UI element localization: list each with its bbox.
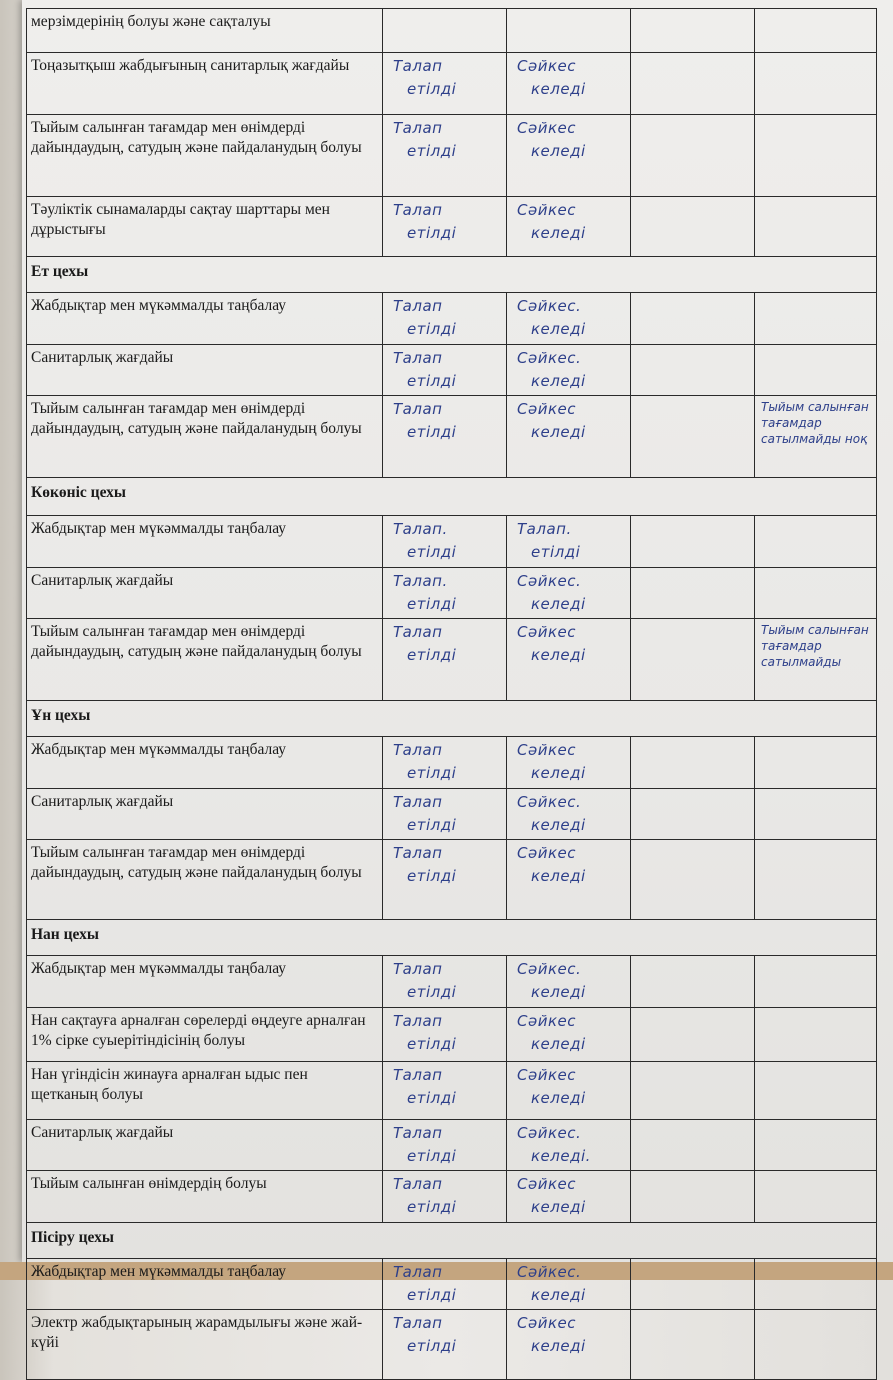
criterion-label: Санитарлық жағдайы: [27, 344, 383, 396]
handwritten-note: [755, 115, 877, 197]
empty-cell: [631, 956, 755, 1008]
handwritten-result: Сәйкес. келеді: [507, 1258, 631, 1310]
handwritten-result: [507, 9, 631, 53]
table-row: [27, 1310, 877, 1380]
handwritten-requirement: Талап етілді: [383, 1258, 507, 1310]
handwritten-note: [755, 788, 877, 840]
criterion-label: Санитарлық жағдайы: [27, 1119, 383, 1171]
empty-cell: [631, 293, 755, 345]
handwritten-result: Сәйкес келеді: [507, 619, 631, 701]
criterion-label: Тыйым салынған тағамдар мен өнімдерді дайындаудың, сатудың және пайдаланудың болуы: [27, 840, 383, 920]
criterion-label: Санитарлық жағдайы: [27, 567, 383, 619]
empty-cell: [631, 1119, 755, 1171]
criterion-label: Нан үгіндісін жинауға арналған ыдыс пен щетканың болуы: [27, 1061, 383, 1119]
criterion-label: Тыйым салынған тағамдар мен өнімдерді дайындаудың, сатудың және пайдаланудың болуы: [27, 619, 383, 701]
table-row: [27, 293, 877, 345]
handwritten-result: Сәйкес келеді: [507, 53, 631, 115]
handwritten-result: Сәйкес келеді: [507, 197, 631, 257]
handwritten-result: Сәйкес. келеді: [507, 788, 631, 840]
empty-cell: [631, 619, 755, 701]
handwritten-requirement: Талап етілді: [383, 396, 507, 478]
handwritten-requirement: Талап етілді: [383, 788, 507, 840]
handwritten-note: [755, 737, 877, 789]
handwritten-note: [755, 344, 877, 396]
empty-cell: [631, 1061, 755, 1119]
handwritten-note: Тыйым салынған тағамдар сатылмайды: [755, 619, 877, 701]
section-row: [27, 1222, 877, 1258]
criterion-label: Тоңазытқыш жабдығының санитарлық жағдайы: [27, 53, 383, 115]
criterion-label: Жабдықтар мен мүкәммалды таңбалау: [27, 516, 383, 568]
criterion-label: Нан сақтауға арналған сөрелерді өңдеуге арналған 1% сірке суыерітіндісінің болуы: [27, 1007, 383, 1061]
table-row: [27, 197, 877, 257]
handwritten-result: Сәйкес келеді: [507, 1061, 631, 1119]
handwritten-result: Сәйкес. келеді: [507, 567, 631, 619]
table-row: [27, 1171, 877, 1223]
criterion-label: Тәуліктік сынамаларды сақтау шарттары мен дұрыстығы: [27, 197, 383, 257]
section-title: Нан цехы: [27, 920, 877, 956]
table-row: [27, 840, 877, 920]
handwritten-note: [755, 53, 877, 115]
criterion-label: Тыйым салынған тағамдар мен өнімдерді дайындаудың, сатудың және пайдаланудың болуы: [27, 115, 383, 197]
handwritten-result: Сәйкес. келеді: [507, 293, 631, 345]
empty-cell: [631, 344, 755, 396]
handwritten-note: [755, 1258, 877, 1310]
handwritten-requirement: Талап етілді: [383, 1119, 507, 1171]
empty-cell: [631, 1007, 755, 1061]
section-title: Ұн цехы: [27, 701, 877, 737]
table-row: [27, 788, 877, 840]
empty-cell: [631, 197, 755, 257]
handwritten-requirement: Талап етілді: [383, 344, 507, 396]
handwritten-result: Сәйкес. келеді: [507, 956, 631, 1008]
handwritten-result: Сәйкес келеді: [507, 840, 631, 920]
handwritten-requirement: Талап етілді: [383, 1310, 507, 1380]
handwritten-requirement: Талап етілді: [383, 197, 507, 257]
handwritten-result: Сәйкес келеді: [507, 1007, 631, 1061]
handwritten-result: Сәйкес. келеді.: [507, 1119, 631, 1171]
criterion-label: Электр жабдықтарының жарамдылығы және жай-күйі: [27, 1310, 383, 1380]
empty-cell: [631, 396, 755, 478]
criterion-label: Тыйым салынған тағамдар мен өнімдерді дайындаудың, сатудың және пайдаланудың болуы: [27, 396, 383, 478]
table-row: [27, 619, 877, 701]
handwritten-requirement: Талап етілді: [383, 737, 507, 789]
empty-cell: [631, 840, 755, 920]
handwritten-requirement: Талап етілді: [383, 840, 507, 920]
handwritten-requirement: [383, 9, 507, 53]
table-row: [27, 1119, 877, 1171]
empty-cell: [631, 115, 755, 197]
criterion-label: Жабдықтар мен мүкәммалды таңбалау: [27, 1258, 383, 1310]
empty-cell: [631, 9, 755, 53]
empty-cell: [631, 788, 755, 840]
handwritten-note: [755, 197, 877, 257]
handwritten-result: Сәйкес. келеді: [507, 344, 631, 396]
handwritten-note: [755, 840, 877, 920]
criterion-label: Санитарлық жағдайы: [27, 788, 383, 840]
section-title: Пісіру цехы: [27, 1222, 877, 1258]
table-row: [27, 1258, 877, 1310]
handwritten-requirement: Талап етілді: [383, 1007, 507, 1061]
criterion-label: Тыйым салынған өнімдердің болуы: [27, 1171, 383, 1223]
handwritten-requirement: Талап етілді: [383, 115, 507, 197]
table-row: [27, 737, 877, 789]
empty-cell: [631, 53, 755, 115]
handwritten-note: [755, 1007, 877, 1061]
handwritten-note: [755, 1310, 877, 1380]
handwritten-result: Сәйкес келеді: [507, 1310, 631, 1380]
handwritten-requirement: Талап етілді: [383, 619, 507, 701]
handwritten-note: [755, 1171, 877, 1223]
handwritten-requirement: Талап етілді: [383, 956, 507, 1008]
handwritten-result: Талап. етілді: [507, 516, 631, 568]
handwritten-note: [755, 1119, 877, 1171]
empty-cell: [631, 516, 755, 568]
empty-cell: [631, 1171, 755, 1223]
section-row: [27, 478, 877, 516]
handwritten-note: Тыйым салынған тағамдар сатылмайды ноқ: [755, 396, 877, 478]
handwritten-note: [755, 567, 877, 619]
handwritten-requirement: Талап етілді: [383, 1171, 507, 1223]
empty-cell: [631, 1258, 755, 1310]
handwritten-result: Сәйкес келеді: [507, 396, 631, 478]
table-row: [27, 396, 877, 478]
criterion-label: мерзімдерінің болуы және сақталуы: [27, 9, 383, 53]
section-title: Ет цехы: [27, 257, 877, 293]
handwritten-result: Сәйкес келеді: [507, 115, 631, 197]
criterion-label: Жабдықтар мен мүкәммалды таңбалау: [27, 293, 383, 345]
table-row: [27, 1061, 877, 1119]
empty-cell: [631, 567, 755, 619]
empty-cell: [631, 1310, 755, 1380]
handwritten-requirement: Талап етілді: [383, 293, 507, 345]
table-row: [27, 516, 877, 568]
table-row: [27, 956, 877, 1008]
handwritten-note: [755, 956, 877, 1008]
empty-cell: [631, 737, 755, 789]
handwritten-note: [755, 9, 877, 53]
section-title: Көкөніс цехы: [27, 478, 877, 516]
section-row: [27, 920, 877, 956]
table-row: [27, 53, 877, 115]
handwritten-result: Сәйкес келеді: [507, 737, 631, 789]
section-row: [27, 701, 877, 737]
table-row: [27, 344, 877, 396]
handwritten-note: [755, 516, 877, 568]
inspection-table: [26, 8, 877, 1380]
table-row: [27, 567, 877, 619]
handwritten-requirement: Талап. етілді: [383, 567, 507, 619]
table-row: [27, 115, 877, 197]
handwritten-result: Сәйкес келеді: [507, 1171, 631, 1223]
table-row: [27, 9, 877, 53]
handwritten-requirement: Талап етілді: [383, 53, 507, 115]
criterion-label: Жабдықтар мен мүкәммалды таңбалау: [27, 956, 383, 1008]
criterion-label: Жабдықтар мен мүкәммалды таңбалау: [27, 737, 383, 789]
handwritten-requirement: Талап етілді: [383, 1061, 507, 1119]
table-row: [27, 1007, 877, 1061]
section-row: [27, 257, 877, 293]
handwritten-requirement: Талап. етілді: [383, 516, 507, 568]
handwritten-note: [755, 1061, 877, 1119]
handwritten-note: [755, 293, 877, 345]
